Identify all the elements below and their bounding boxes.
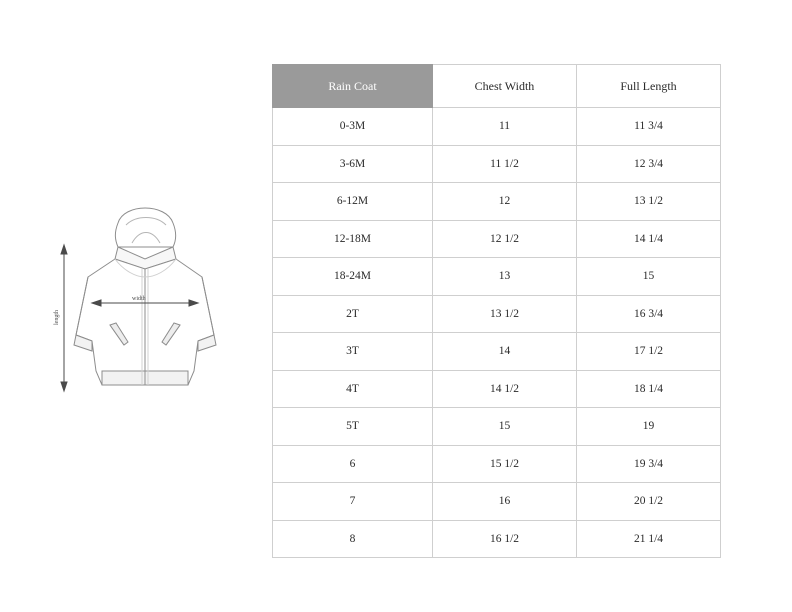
column-header-chest-width: Chest Width [433,65,577,108]
table-row [273,370,721,408]
cell-full-length: 19 [577,408,721,446]
cell-chest-width: 11 [433,108,577,146]
cell-size: 6-12M [273,183,433,221]
table-row [273,145,721,183]
table-row [273,408,721,446]
table-row [273,258,721,296]
cell-full-length: 20 1/2 [577,483,721,521]
cell-chest-width: 16 1/2 [433,520,577,558]
cell-chest-width: 13 [433,258,577,296]
cell-size: 18-24M [273,258,433,296]
cell-full-length: 13 1/2 [577,183,721,221]
cell-chest-width: 15 [433,408,577,446]
cell-size: 0-3M [273,108,433,146]
cell-full-length: 21 1/4 [577,520,721,558]
column-header-product: Rain Coat [273,65,433,108]
cell-size: 3-6M [273,145,433,183]
column-header-full-length: Full Length [577,65,721,108]
cell-full-length: 11 3/4 [577,108,721,146]
cell-chest-width: 13 1/2 [433,295,577,333]
table-row [273,183,721,221]
cell-chest-width: 16 [433,483,577,521]
cell-chest-width: 15 1/2 [433,445,577,483]
table-row [273,520,721,558]
rain-coat-illustration [40,185,260,415]
table-row [273,295,721,333]
table-row [273,108,721,146]
cell-chest-width: 12 1/2 [433,220,577,258]
cell-full-length: 15 [577,258,721,296]
cell-size: 8 [273,520,433,558]
length-label: length [54,310,60,325]
cell-chest-width: 14 1/2 [433,370,577,408]
cell-full-length: 14 1/4 [577,220,721,258]
table-row [273,483,721,521]
cell-size: 3T [273,333,433,371]
cell-size: 5T [273,408,433,446]
table-header-row [273,65,721,108]
cell-size: 6 [273,445,433,483]
cell-full-length: 19 3/4 [577,445,721,483]
table-row [273,445,721,483]
cell-chest-width: 14 [433,333,577,371]
cell-full-length: 16 3/4 [577,295,721,333]
cell-size: 4T [273,370,433,408]
table-row [273,333,721,371]
cell-chest-width: 11 1/2 [433,145,577,183]
size-chart-table [272,64,721,558]
width-label: width [132,296,146,302]
cell-size: 12-18M [273,220,433,258]
cell-full-length: 17 1/2 [577,333,721,371]
table-row [273,220,721,258]
cell-chest-width: 12 [433,183,577,221]
cell-full-length: 18 1/4 [577,370,721,408]
cell-size: 2T [273,295,433,333]
cell-size: 7 [273,483,433,521]
cell-full-length: 12 3/4 [577,145,721,183]
